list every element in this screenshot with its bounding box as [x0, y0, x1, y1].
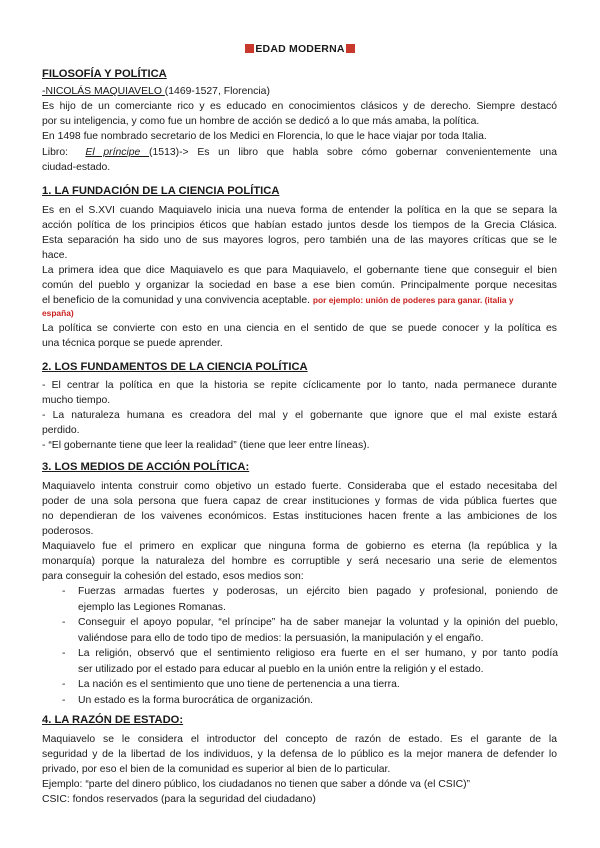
flag-icon [346, 44, 355, 53]
paragraph-line: Maquiavelo fue el primero en explicar que ninguna forma de gobierno es eterna (la república y la [42, 541, 557, 552]
paragraph-line: La primera idea que dice Maquiavelo es que para Maquiavelo, el gobernante tiene que conseguir el bien [42, 265, 557, 276]
paragraph-line: poder de una sola persona que fuera capaz de crear instituciones y formas de vida pública fuertes que [42, 496, 557, 507]
section-heading-fundacion: 1. LA FUNDACIÓN DE LA CIENCIA POLÍTICA [42, 185, 280, 197]
paragraph-line: poderosos. [42, 526, 94, 537]
author-name: -NICOLÁS MAQUIAVELO [42, 86, 165, 97]
paragraph-line: por su inteligencia, y como fue un hombre de acción se dedicó a lo que más amaba, la política. [42, 116, 480, 127]
paragraph-line: Es hijo de un comerciante rico y es educado en conocimientos clásicos y de derecho. Siempre destacó [42, 101, 557, 112]
paragraph-line: Maquiavelo se le considera el introductor del concepto de razón de estado. Es el garante de la [42, 734, 557, 745]
paragraph-line: seguridad y de la libertad de los individuos, y la defensa de lo público es la mejor manera de defender lo [42, 749, 557, 760]
section-heading-filosofia: FILOSOFÍA Y POLÍTICA [42, 68, 167, 80]
author-line [42, 84, 557, 100]
paragraph-line: - El centrar la política en que la historia se repite cíclicamente por lo tanto, nada permanece durante [42, 380, 557, 391]
paragraph-line: perdido. [42, 425, 80, 436]
paragraph-line: privado, por eso el bien de la comunidad es superior al bien de lo particular. [42, 764, 391, 775]
paragraph-text: el beneficio de la comunidad y una convivencia aceptable. [42, 295, 311, 306]
title-text: EDAD MODERNA [255, 43, 345, 55]
list-item: - La religión, observó que el sentimiento religioso era fuerte en el ser humano, y por tanto podía ser utilizado por el estado para educar al pueblo en la unión entre la religión y el estado. [58, 646, 558, 677]
book-label: Libro: [42, 147, 68, 158]
book-line [42, 145, 557, 161]
list-item: - Conseguir el apoyo popular, “el príncipe” ha de saber manejar la voluntad y la opinión del pueblo, valiéndose para ello de todo tipo de medios: la persuasión, la manipulación y el engaño. [58, 615, 558, 646]
paragraph-line: común del pueblo y organizar la sociedad en base a ese bien común. Principalmente porque necesitas [42, 280, 557, 291]
book-description: (1513)-> Es un libro que habla sobre cómo gobernar convenientemente una [149, 147, 557, 158]
paragraph-line: no dependieran de los vaivenes económicos. Estas instituciones hacen frente a las ambiciones de los [42, 511, 557, 522]
means-list [58, 584, 558, 708]
section-heading-razon: 4. LA RAZÓN DE ESTADO: [42, 714, 184, 726]
list-item: - La nación es el sentimiento que uno tiene de pertenencia a una tierra. [58, 677, 558, 693]
paragraph-line: ciudad-estado. [42, 162, 111, 173]
paragraph-line: monarquía) porque la naturaleza del hombre es corruptible y será necesario una serie de elementos [42, 556, 557, 567]
paragraph-line: - “El gobernante tiene que leer la realidad” (tiene que leer entre líneas). [42, 440, 370, 451]
book-title: El príncipe [85, 147, 150, 158]
handwritten-note: españa) [42, 308, 74, 318]
paragraph-line: hace. [42, 250, 68, 261]
paragraph-line: Maquiavelo intenta construir como objetivo un estado fuerte. Consideraba que el estado necesitaba del [42, 481, 557, 492]
handwritten-note: por ejemplo: unión de poderes para ganar. (italia y [312, 295, 514, 305]
paragraph-line: La política se convierte con esto en una ciencia en el sentido de que se puede conocer y la política es [42, 323, 557, 334]
list-item: - Fuerzas armadas fuertes y poderosas, un ejército bien pagado y profesional, poniendo de ejemplo las Legiones Romanas. [58, 584, 558, 615]
paragraph-line: acción política de los principios éticos que habían estado juntos desde los tiempos de la Grecia Clásica. [42, 220, 557, 231]
section-heading-fundamentos: 2. LOS FUNDAMENTOS DE LA CIENCIA POLÍTICA [42, 361, 308, 373]
document-title [0, 43, 600, 55]
section-heading-medios: 3. LOS MEDIOS DE ACCIÓN POLÍTICA: [42, 461, 250, 473]
flag-icon [245, 44, 254, 53]
paragraph-line: una técnica porque se puede aprender. [42, 338, 223, 349]
paragraph-line: para conseguir la cohesión del estado, esos medios son: [42, 571, 304, 582]
paragraph-line: mucho tiempo. [42, 395, 111, 406]
paragraph-line: En 1498 fue nombrado secretario de los Medici en Florencia, lo que le hace viajar por toda Italia. [42, 131, 487, 142]
author-dates: (1469-1527, Florencia) [164, 86, 270, 97]
paragraph-line: - La naturaleza humana es creadora del mal y el gobernante que ignore que el mal existe estará [42, 410, 557, 421]
paragraph-line: Ejemplo: “parte del dinero público, los ciudadanos no tienen que saber a dónde va (el CSIC)” [42, 779, 471, 790]
paragraph-line: Esta separación ha sido uno de sus mayores logros, pero también una de las mayores críticas que se le [42, 235, 557, 246]
list-item: - Un estado es la forma burocrática de organización. [58, 693, 558, 709]
paragraph-line: Es en el S.XVI cuando Maquiavelo inicia una nueva forma de entender la política en la que se separa la [42, 205, 557, 216]
paragraph-line: CSIC: fondos reservados (para la seguridad del ciudadano) [42, 794, 316, 805]
